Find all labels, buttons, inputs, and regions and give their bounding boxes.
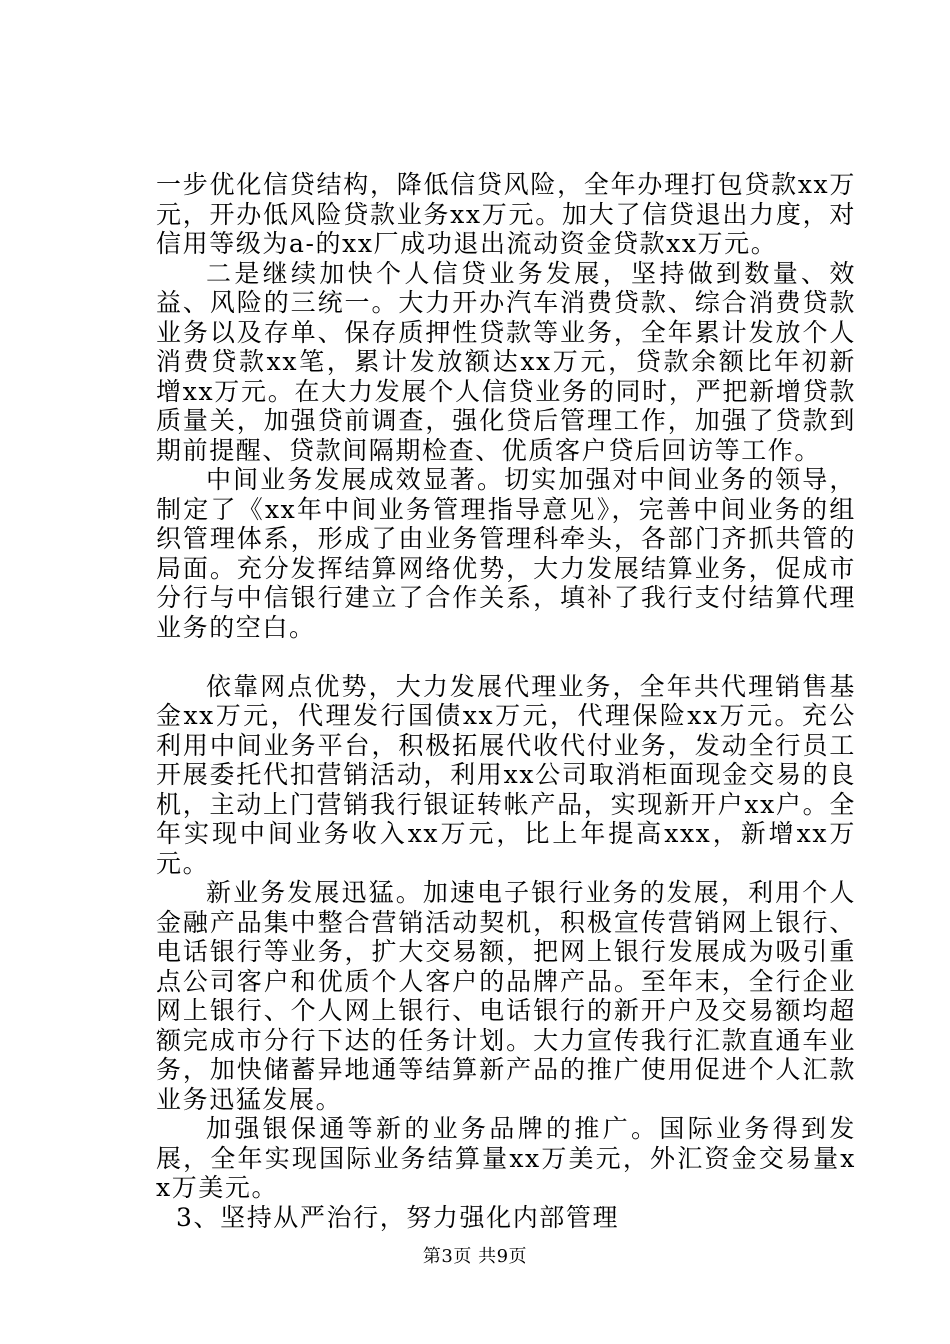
- document-body: [156, 170, 856, 1232]
- paragraph-personal-credit: 二是继续加快个人信贷业务发展，坚持做到数量、效益、风险的三统一。大力开办汽车消费贷款、综合消费贷款业务以及存单、保存质押性贷款等业务，全年累计发放个人消费贷款xx笔，累计发放额达xx万元，贷款余额比年初新增xx万元。在大力发展个人信贷业务的同时，严把新增贷款质量关，加强贷前调查，强化贷后管理工作，加强了贷款到期前提醒、贷款间隔期检查、优质客户贷后回访等工作。: [156, 258, 856, 465]
- paragraph-credit-structure: 一步优化信贷结构，降低信贷风险，全年办理打包贷款xx万元，开办低风险贷款业务xx万元。加大了信贷退出力度，对信用等级为a-的xx厂成功退出流动资金贷款xx万元。: [156, 170, 856, 258]
- paragraph-agency-business: 依靠网点优势，大力发展代理业务，全年共代理销售基金xx万元，代理发行国债xx万元，代理保险xx万元。充公利用中间业务平台，积极拓展代收代付业务，发动全行员工开展委托代扣营销活动，利用xx公司取消柜面现金交易的良机，主动上门营销我行银证转帐产品，实现新开户xx户。全年实现中间业务收入xx万元，比上年提高xxx，新增xx万元。: [156, 671, 856, 878]
- section-heading: 3、坚持从严治行，努力强化内部管理: [176, 1202, 620, 1232]
- page-number-footer: 第3页 共9页: [422, 1246, 528, 1267]
- paragraph-intermediate-business: 中间业务发展成效显著。切实加强对中间业务的领导，制定了《xx年中间业务管理指导意见》，完善中间业务的组织管理体系，形成了由业务管理科牵头，各部门齐抓共管的局面。充分发挥结算网络优势，大力发展结算业务，促成市分行与中信银行建立了合作关系，填补了我行支付结算代理业务的空白。: [156, 465, 856, 642]
- paragraph-bancassurance: 加强银保通等新的业务品牌的推广。国际业务得到发展，全年实现国际业务结算量xx万美元，外汇资金交易量xx万美元。: [156, 1114, 856, 1202]
- paragraph-new-business: 新业务发展迅猛。加速电子银行业务的发展，利用个人金融产品集中整合营销活动契机，积极宣传营销网上银行、电话银行等业务，扩大交易额，把网上银行发展成为吸引重点公司客户和优质个人客户的品牌产品。至年末，全行企业网上银行、个人网上银行、电话银行的新开户及交易额均超额完成市分行下达的任务计划。大力宣传我行汇款直通车业务，加快储蓄异地通等结算新产品的推广使用促进个人汇款业务迅猛发展。: [156, 878, 856, 1114]
